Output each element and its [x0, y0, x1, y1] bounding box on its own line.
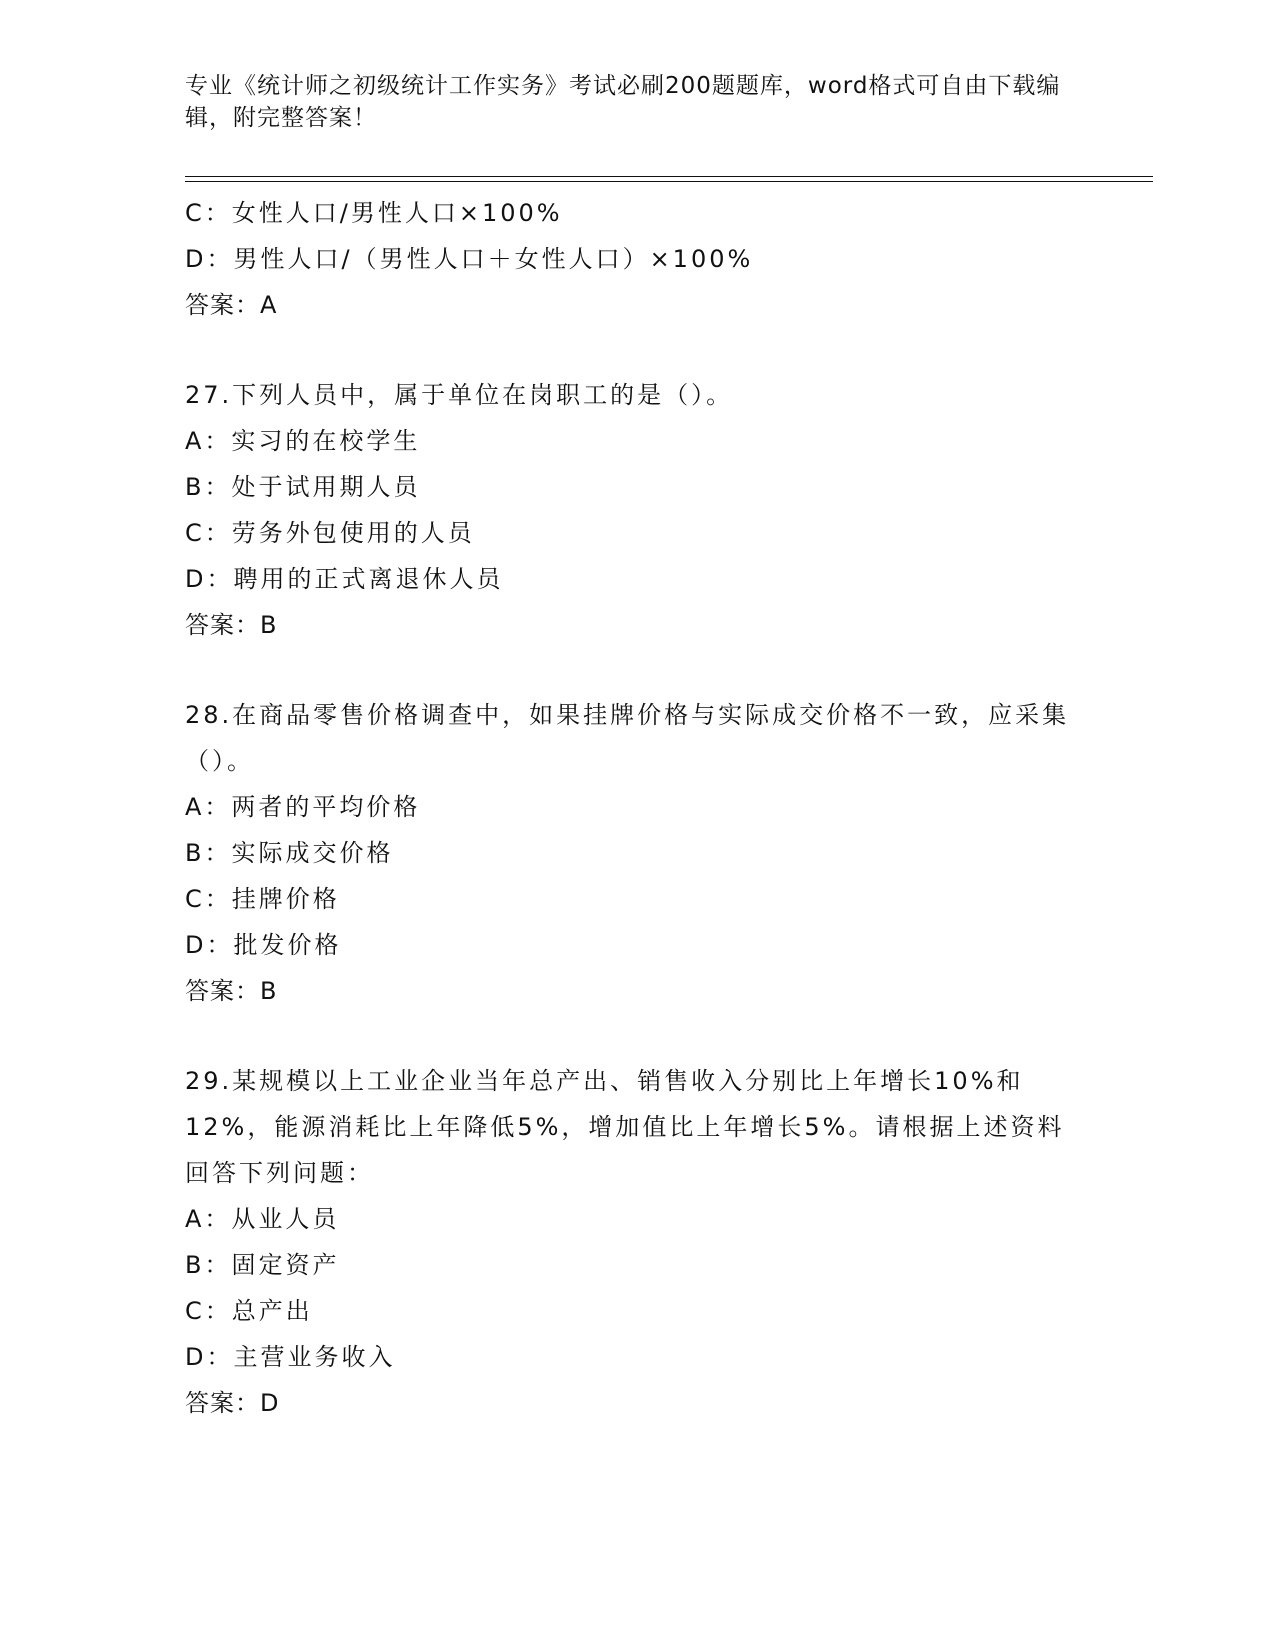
document-content: [185, 190, 1085, 1426]
question-29: [185, 1058, 1085, 1426]
option-c: C：总产出: [185, 1297, 313, 1325]
spacer: [185, 328, 1085, 372]
answer-line: 答案：D: [185, 1389, 280, 1417]
header-divider-top: [185, 176, 1153, 177]
spacer: [185, 648, 1085, 692]
option-a: A：两者的平均价格: [185, 793, 421, 821]
option-a: A：从业人员: [185, 1205, 340, 1233]
option-b: B：固定资产: [185, 1251, 340, 1279]
option-b: B：实际成交价格: [185, 839, 394, 867]
option-b: B：处于试用期人员: [185, 473, 421, 501]
option-d: D：男性人口/（男性人口＋女性人口）×100%: [185, 245, 754, 273]
question-28: [185, 692, 1085, 1014]
option-c: C：劳务外包使用的人员: [185, 519, 475, 547]
option-d: D：聘用的正式离退休人员: [185, 565, 504, 593]
option-a: A：实习的在校学生: [185, 427, 421, 455]
answer-line: 答案：B: [185, 977, 278, 1005]
question-stem: 29.某规模以上工业企业当年总产出、销售收入分别比上年增长10%和12%，能源消耗比上年降低5%，增加值比上年增长5%。请根据上述资料回答下列问题：: [185, 1067, 1065, 1187]
question-stem: 27.下列人员中，属于单位在岗职工的是（）。: [185, 381, 734, 409]
spacer: [185, 1014, 1085, 1058]
option-d: D：主营业务收入: [185, 1343, 396, 1371]
header-divider-bottom: [185, 181, 1153, 182]
document-header: 专业《统计师之初级统计工作实务》考试必刷200题题库，word格式可自由下载编辑，附完整答案！: [185, 73, 1061, 131]
question-27: [185, 372, 1085, 648]
option-c: C：女性人口/男性人口×100%: [185, 199, 563, 227]
question-stem: 28.在商品零售价格调查中，如果挂牌价格与实际成交价格不一致，应采集（）。: [185, 701, 1070, 775]
option-c: C：挂牌价格: [185, 885, 340, 913]
answer-line: 答案：A: [185, 291, 278, 319]
option-d: D：批发价格: [185, 931, 342, 959]
answer-line: 答案：B: [185, 611, 278, 639]
question-26-continued: [185, 190, 1085, 328]
